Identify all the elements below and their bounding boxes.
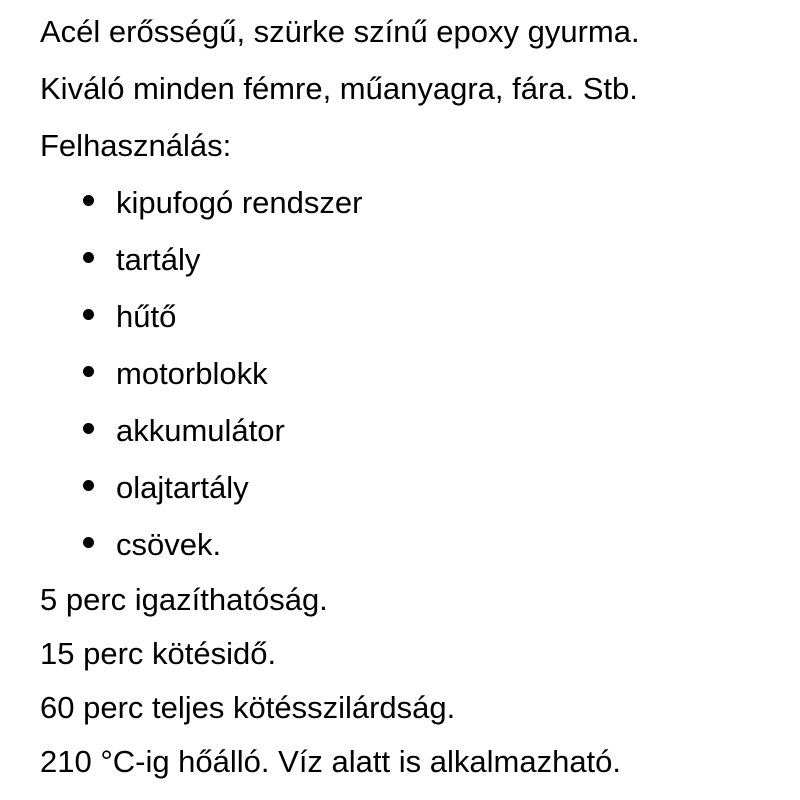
usage-heading: Felhasználás: xyxy=(40,128,232,163)
bullet-icon xyxy=(83,252,94,263)
bullet-icon xyxy=(83,195,94,206)
bullet-icon xyxy=(83,537,94,548)
list-item-label: csövek. xyxy=(116,527,222,562)
list-item-label: motorblokk xyxy=(116,356,268,391)
bullet-icon xyxy=(83,366,94,377)
bullet-icon xyxy=(83,480,94,491)
list-item-label: kipufogó rendszer xyxy=(116,185,363,220)
spec-adjust-time: 5 perc igazíthatóság. xyxy=(40,582,328,617)
list-item-label: tartály xyxy=(116,242,201,277)
list-item-label: olajtartály xyxy=(116,470,249,505)
bullet-icon xyxy=(83,423,94,434)
intro-line-description: Acél erősségű, szürke színű epoxy gyurma. xyxy=(40,14,640,49)
intro-line-suitability: Kiváló minden fémre, műanyagra, fára. Stb. xyxy=(40,71,638,106)
spec-full-strength: 60 perc teljes kötésszilárdság. xyxy=(40,690,456,725)
list-item-label: hűtő xyxy=(116,299,177,334)
bullet-icon xyxy=(83,309,94,320)
spec-cure-time: 15 perc kötésidő. xyxy=(40,636,277,671)
spec-heat-resistance: 210 °C-ig hőálló. Víz alatt is alkalmazható. xyxy=(40,744,622,779)
list-item-label: akkumulátor xyxy=(116,413,285,448)
